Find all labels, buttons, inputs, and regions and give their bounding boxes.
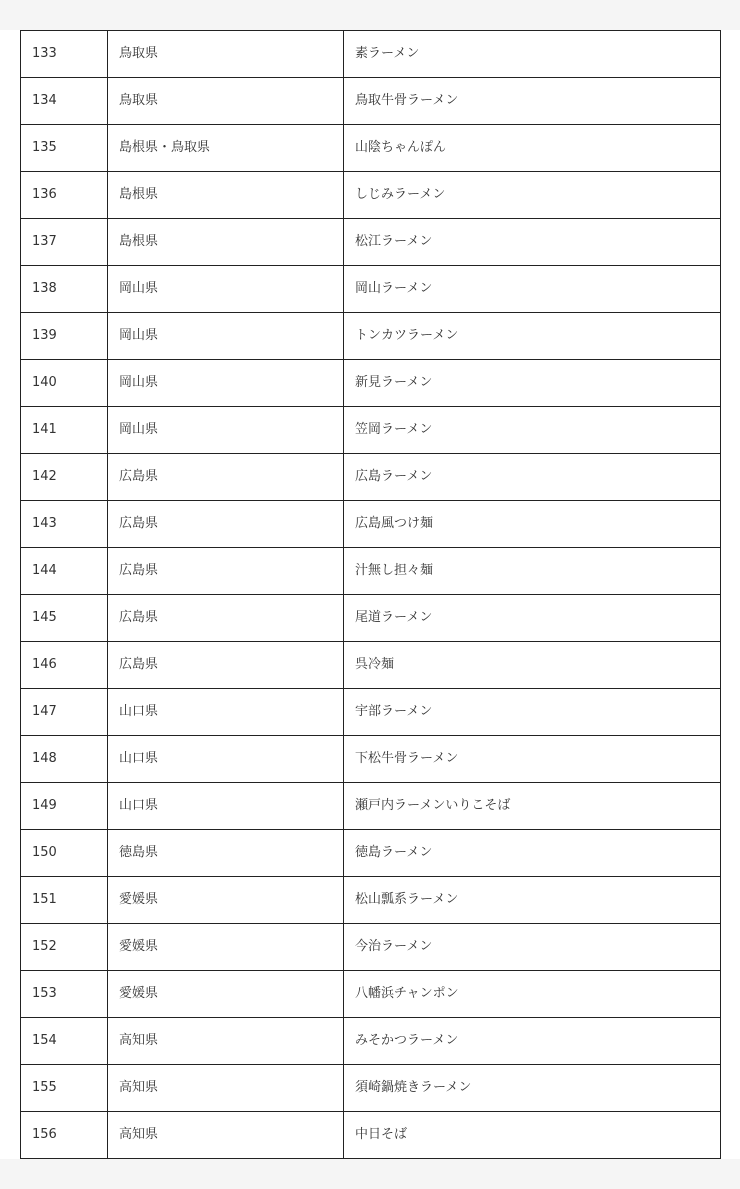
prefecture-cell: 山口県 — [108, 736, 344, 783]
table-row — [21, 219, 721, 266]
prefecture-cell: 広島県 — [108, 454, 344, 501]
ramen-name-cell: 広島ラーメン — [344, 454, 721, 501]
table-row — [21, 595, 721, 642]
row-number-cell: 153 — [21, 971, 108, 1018]
ramen-name-cell: 山陰ちゃんぽん — [344, 125, 721, 172]
table-row — [21, 924, 721, 971]
prefecture-cell: 高知県 — [108, 1018, 344, 1065]
ramen-name-cell: 今治ラーメン — [344, 924, 721, 971]
ramen-name-cell: 呉冷麺 — [344, 642, 721, 689]
table-row — [21, 736, 721, 783]
row-number-cell: 155 — [21, 1065, 108, 1112]
table-row — [21, 454, 721, 501]
table-row — [21, 642, 721, 689]
prefecture-cell: 広島県 — [108, 548, 344, 595]
ramen-name-cell: 鳥取牛骨ラーメン — [344, 78, 721, 125]
table-row — [21, 125, 721, 172]
table-row — [21, 971, 721, 1018]
prefecture-cell: 鳥取県 — [108, 78, 344, 125]
row-number-cell: 137 — [21, 219, 108, 266]
ramen-name-cell: 笠岡ラーメン — [344, 407, 721, 454]
ramen-name-cell: 岡山ラーメン — [344, 266, 721, 313]
table-row — [21, 407, 721, 454]
ramen-table-body — [21, 31, 721, 1159]
ramen-name-cell: トンカツラーメン — [344, 313, 721, 360]
table-row — [21, 31, 721, 78]
table-row — [21, 1112, 721, 1159]
row-number-cell: 142 — [21, 454, 108, 501]
table-row — [21, 689, 721, 736]
row-number-cell: 154 — [21, 1018, 108, 1065]
row-number-cell: 136 — [21, 172, 108, 219]
ramen-name-cell: 松山瓢系ラーメン — [344, 877, 721, 924]
prefecture-cell: 岡山県 — [108, 360, 344, 407]
table-row — [21, 783, 721, 830]
table-row — [21, 1065, 721, 1112]
row-number-cell: 143 — [21, 501, 108, 548]
prefecture-cell: 島根県・鳥取県 — [108, 125, 344, 172]
row-number-cell: 151 — [21, 877, 108, 924]
prefecture-cell: 山口県 — [108, 689, 344, 736]
row-number-cell: 152 — [21, 924, 108, 971]
ramen-table — [20, 30, 721, 1159]
row-number-cell: 139 — [21, 313, 108, 360]
row-number-cell: 147 — [21, 689, 108, 736]
ramen-name-cell: 新見ラーメン — [344, 360, 721, 407]
ramen-name-cell: 下松牛骨ラーメン — [344, 736, 721, 783]
row-number-cell: 145 — [21, 595, 108, 642]
prefecture-cell: 高知県 — [108, 1065, 344, 1112]
table-row — [21, 266, 721, 313]
content-area — [0, 30, 740, 1159]
prefecture-cell: 島根県 — [108, 219, 344, 266]
ramen-name-cell: しじみラーメン — [344, 172, 721, 219]
row-number-cell: 140 — [21, 360, 108, 407]
ramen-name-cell: 素ラーメン — [344, 31, 721, 78]
ramen-name-cell: 瀬戸内ラーメンいりこそば — [344, 783, 721, 830]
table-row — [21, 501, 721, 548]
prefecture-cell: 鳥取県 — [108, 31, 344, 78]
prefecture-cell: 高知県 — [108, 1112, 344, 1159]
prefecture-cell: 愛媛県 — [108, 924, 344, 971]
row-number-cell: 146 — [21, 642, 108, 689]
ramen-name-cell: 宇部ラーメン — [344, 689, 721, 736]
table-row — [21, 313, 721, 360]
table-row — [21, 830, 721, 877]
row-number-cell: 148 — [21, 736, 108, 783]
ramen-name-cell: 徳島ラーメン — [344, 830, 721, 877]
prefecture-cell: 山口県 — [108, 783, 344, 830]
table-row — [21, 548, 721, 595]
ramen-name-cell: 須崎鍋焼きラーメン — [344, 1065, 721, 1112]
ramen-name-cell: 広島風つけ麺 — [344, 501, 721, 548]
ramen-name-cell: 汁無し担々麺 — [344, 548, 721, 595]
prefecture-cell: 広島県 — [108, 642, 344, 689]
ramen-name-cell: 中日そば — [344, 1112, 721, 1159]
table-row — [21, 360, 721, 407]
prefecture-cell: 広島県 — [108, 501, 344, 548]
row-number-cell: 150 — [21, 830, 108, 877]
prefecture-cell: 徳島県 — [108, 830, 344, 877]
table-row — [21, 1018, 721, 1065]
prefecture-cell: 愛媛県 — [108, 877, 344, 924]
row-number-cell: 134 — [21, 78, 108, 125]
prefecture-cell: 岡山県 — [108, 407, 344, 454]
table-row — [21, 78, 721, 125]
prefecture-cell: 島根県 — [108, 172, 344, 219]
row-number-cell: 135 — [21, 125, 108, 172]
row-number-cell: 141 — [21, 407, 108, 454]
prefecture-cell: 広島県 — [108, 595, 344, 642]
prefecture-cell: 岡山県 — [108, 313, 344, 360]
row-number-cell: 149 — [21, 783, 108, 830]
prefecture-cell: 岡山県 — [108, 266, 344, 313]
table-row — [21, 172, 721, 219]
row-number-cell: 156 — [21, 1112, 108, 1159]
row-number-cell: 144 — [21, 548, 108, 595]
ramen-name-cell: 尾道ラーメン — [344, 595, 721, 642]
row-number-cell: 133 — [21, 31, 108, 78]
ramen-name-cell: 松江ラーメン — [344, 219, 721, 266]
prefecture-cell: 愛媛県 — [108, 971, 344, 1018]
row-number-cell: 138 — [21, 266, 108, 313]
ramen-name-cell: 八幡浜チャンポン — [344, 971, 721, 1018]
ramen-name-cell: みそかつラーメン — [344, 1018, 721, 1065]
table-row — [21, 877, 721, 924]
